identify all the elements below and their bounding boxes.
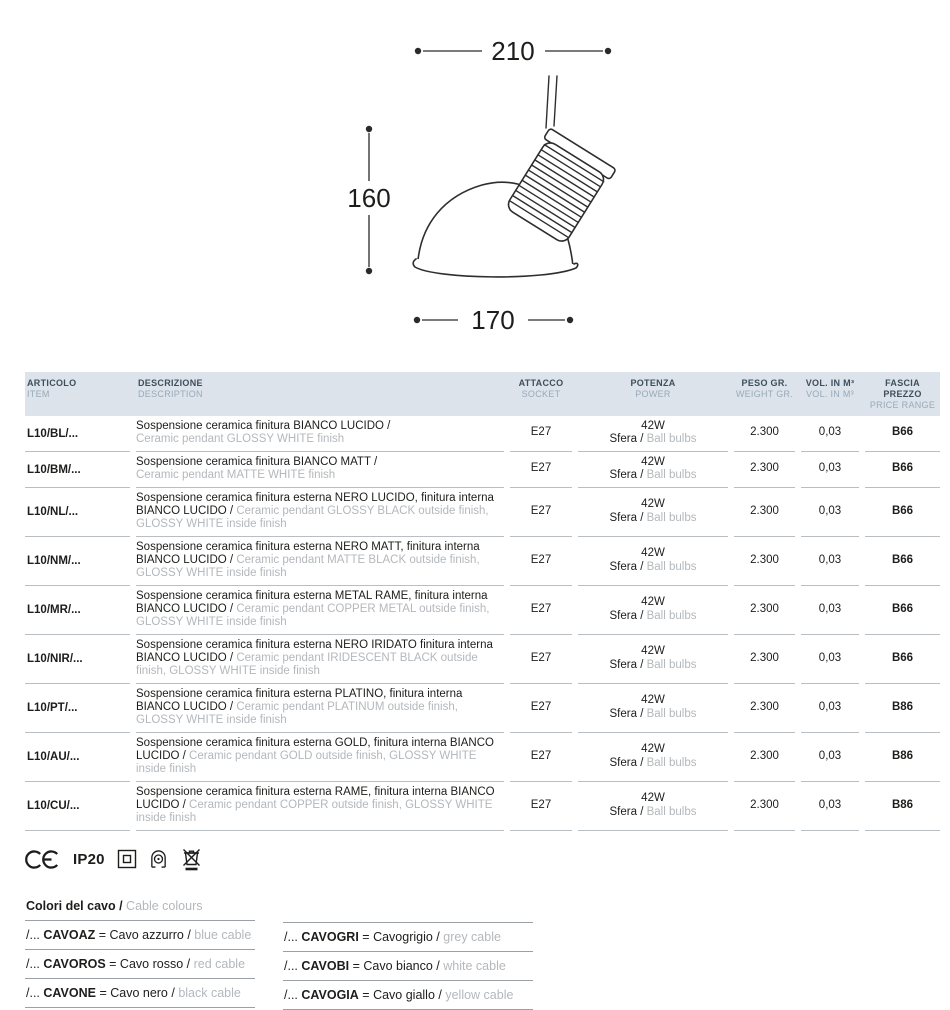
item-price-range: B66 xyxy=(865,452,940,488)
table-row xyxy=(25,416,940,452)
dim-170-label: 170 xyxy=(471,305,515,335)
dimension-width-top xyxy=(415,36,611,66)
item-power: 42W Sfera / Ball bulbs xyxy=(578,782,728,831)
table-row xyxy=(25,452,940,488)
cable-option: /... CAVOROS = Cavo rosso / red cable xyxy=(25,949,255,978)
header-attacco: ATTACCO SOCKET xyxy=(518,378,564,399)
item-weight: 2.300 xyxy=(734,782,795,831)
item-code: L10/PT/... xyxy=(25,684,130,733)
item-description: Sospensione ceramica finitura esterna GOLD, finitura interna BIANCO LUCIDO / Ceramic pendant GOLD outside finish, GLOSSY WHITE inside finish xyxy=(136,733,504,782)
item-weight: 2.300 xyxy=(734,452,795,488)
header-peso: PESO GR. WEIGHT GR. xyxy=(735,378,794,399)
lamp-cord-drawing xyxy=(546,76,557,128)
table-row xyxy=(25,586,940,635)
item-code: L10/CU/... xyxy=(25,782,130,831)
item-price-range: B86 xyxy=(865,733,940,782)
item-description: Sospensione ceramica finitura esterna NERO LUCIDO, finitura interna BIANCO LUCIDO / Ceramic pendant GLOSSY BLACK outside finish, GLOSSY WHITE inside finish xyxy=(136,488,504,537)
item-weight: 2.300 xyxy=(734,684,795,733)
item-power: 42W Sfera / Ball bulbs xyxy=(578,586,728,635)
header-fascia-prezzo: FASCIA PREZZO PRICE RANGE xyxy=(869,378,936,410)
item-power: 42W Sfera / Ball bulbs xyxy=(578,416,728,452)
item-power: 42W Sfera / Ball bulbs xyxy=(578,733,728,782)
item-price-range: B66 xyxy=(865,586,940,635)
item-socket: E27 xyxy=(510,635,572,684)
cable-option: /... CAVONE = Cavo nero / black cable xyxy=(25,978,255,1008)
item-weight: 2.300 xyxy=(734,416,795,452)
item-power: 42W Sfera / Ball bulbs xyxy=(578,684,728,733)
table-row xyxy=(25,782,940,831)
item-description: Sospensione ceramica finitura esterna NERO IRIDATO finitura interna BIANCO LUCIDO / Ceramic pendant IRIDESCENT BLACK outside finish, GLOSSY WHITE inside finish xyxy=(136,635,504,684)
item-code: L10/BL/... xyxy=(25,416,130,452)
table-header xyxy=(25,372,940,416)
item-weight: 2.300 xyxy=(734,635,795,684)
item-weight: 2.300 xyxy=(734,488,795,537)
weee-crossed-bin-icon xyxy=(180,846,203,872)
ce-mark-icon xyxy=(25,848,61,871)
header-descrizione: DESCRIZIONE DESCRIPTION xyxy=(138,378,203,399)
item-socket: E27 xyxy=(510,733,572,782)
item-volume: 0,03 xyxy=(801,586,859,635)
dim-210-label: 210 xyxy=(491,36,535,66)
dim-160-label: 160 xyxy=(347,183,391,213)
item-socket: E27 xyxy=(510,537,572,586)
item-description: Sospensione ceramica finitura esterna PLATINO, finitura interna BIANCO LUCIDO / Ceramic pendant PLATINUM outside finish, GLOSSY WHITE inside finish xyxy=(136,684,504,733)
item-description: Sospensione ceramica finitura esterna METAL RAME, finitura interna BIANCO LUCIDO / Ceramic pendant COPPER METAL outside finish, GLOSSY WHITE inside finish xyxy=(136,586,504,635)
item-code: L10/NM/... xyxy=(25,537,130,586)
dimension-height-left xyxy=(347,126,390,274)
item-price-range: B66 xyxy=(865,488,940,537)
item-power: 42W Sfera / Ball bulbs xyxy=(578,452,728,488)
item-power: 42W Sfera / Ball bulbs xyxy=(578,537,728,586)
ip20-rating: IP20 xyxy=(73,850,105,868)
table-row xyxy=(25,684,940,733)
cable-colours-section xyxy=(25,899,950,1010)
item-price-range: B66 xyxy=(865,537,940,586)
item-description: Sospensione ceramica finitura esterna NERO MATT, finitura interna BIANCO LUCIDO / Ceramic pendant MATTE BLACK outside finish, GLOSSY WHITE inside finish xyxy=(136,537,504,586)
item-volume: 0,03 xyxy=(801,416,859,452)
item-price-range: B66 xyxy=(865,416,940,452)
table-row xyxy=(25,537,940,586)
table-row xyxy=(25,733,940,782)
item-socket: E27 xyxy=(510,586,572,635)
item-volume: 0,03 xyxy=(801,782,859,831)
item-code: L10/BM/... xyxy=(25,452,130,488)
item-weight: 2.300 xyxy=(734,586,795,635)
item-price-range: B86 xyxy=(865,782,940,831)
item-description: Sospensione ceramica finitura BIANCO LUCIDO / Ceramic pendant GLOSSY WHITE finish xyxy=(136,416,504,452)
item-socket: E27 xyxy=(510,782,572,831)
item-volume: 0,03 xyxy=(801,684,859,733)
cable-option: /... CAVOBI = Cavo bianco / white cable xyxy=(283,951,533,980)
header-volume: VOL. IN M³ VOL. IN M³ xyxy=(805,378,855,399)
item-description: Sospensione ceramica finitura BIANCO MATT / Ceramic pendant MATTE WHITE finish xyxy=(136,452,504,488)
item-volume: 0,03 xyxy=(801,488,859,537)
table-row xyxy=(25,635,940,684)
header-potenza: POTENZA POWER xyxy=(630,378,676,399)
item-socket: E27 xyxy=(510,684,572,733)
item-code: L10/AU/... xyxy=(25,733,130,782)
table-row xyxy=(25,488,940,537)
cable-option: /... CAVOGIA = Cavo giallo / yellow cable xyxy=(283,980,533,1010)
cable-colours-title: Colori del cavo / Cable colours xyxy=(26,899,203,913)
item-code: L10/NL/... xyxy=(25,488,130,537)
item-power: 42W Sfera / Ball bulbs xyxy=(578,488,728,537)
pendant-lamp-diagram xyxy=(330,18,650,348)
header-articolo: ARTICOLO ITEM xyxy=(27,378,77,399)
item-code: L10/MR/... xyxy=(25,586,130,635)
class-ii-insulation-icon xyxy=(117,849,137,869)
cable-colours-right xyxy=(283,899,533,1010)
product-table xyxy=(25,372,940,831)
item-socket: E27 xyxy=(510,488,572,537)
item-power: 42W Sfera / Ball bulbs xyxy=(578,635,728,684)
item-description: Sospensione ceramica finitura esterna RAME, finitura interna BIANCO LUCIDO / Ceramic pendant COPPER outside finish, GLOSSY WHITE inside finish xyxy=(136,782,504,831)
item-volume: 0,03 xyxy=(801,733,859,782)
item-price-range: B66 xyxy=(865,635,940,684)
item-price-range: B86 xyxy=(865,684,940,733)
item-volume: 0,03 xyxy=(801,537,859,586)
certification-icons xyxy=(25,845,950,873)
item-socket: E27 xyxy=(510,416,572,452)
cable-colours-left xyxy=(25,899,255,1010)
item-weight: 2.300 xyxy=(734,733,795,782)
spacer xyxy=(283,899,533,922)
technical-drawing xyxy=(0,0,950,372)
item-weight: 2.300 xyxy=(734,537,795,586)
item-volume: 0,03 xyxy=(801,452,859,488)
item-code: L10/NIR/... xyxy=(25,635,130,684)
cable-option: /... CAVOGRI = Cavogrigio / grey cable xyxy=(283,922,533,951)
item-socket: E27 xyxy=(510,452,572,488)
cable-option: /... CAVOAZ = Cavo azzurro / blue cable xyxy=(25,920,255,949)
dimension-width-bottom xyxy=(414,305,573,335)
self-shielded-lamp-icon xyxy=(149,848,168,870)
item-volume: 0,03 xyxy=(801,635,859,684)
